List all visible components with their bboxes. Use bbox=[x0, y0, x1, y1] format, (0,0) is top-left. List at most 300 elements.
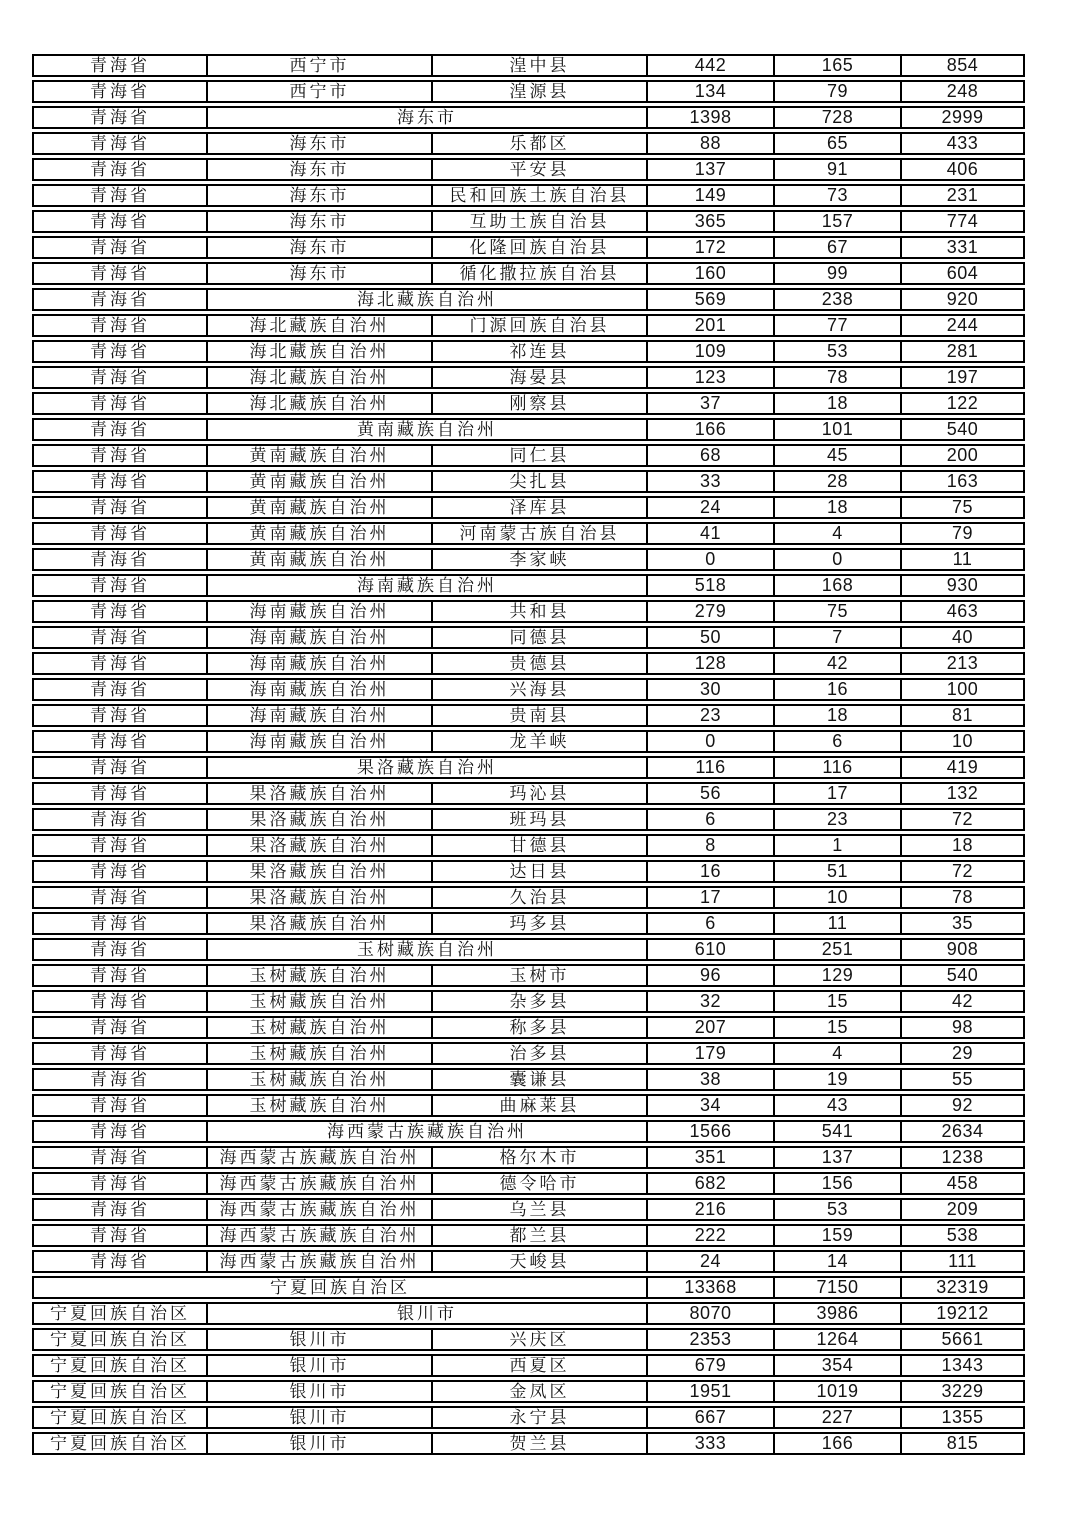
cell-county: 兴海县 bbox=[431, 678, 646, 701]
cell-county: 李家峡 bbox=[431, 548, 646, 571]
cell-province: 青海省 bbox=[32, 184, 206, 207]
cell-value-3: 774 bbox=[900, 210, 1025, 233]
cell-value-1: 6 bbox=[646, 808, 773, 831]
cell-value-2: 28 bbox=[773, 470, 900, 493]
cell-county: 称多县 bbox=[431, 1016, 646, 1039]
cell-city: 海南藏族自治州 bbox=[206, 730, 431, 753]
cell-value-2: 116 bbox=[773, 756, 900, 779]
cell-value-2: 45 bbox=[773, 444, 900, 467]
cell-value-3: 815 bbox=[900, 1432, 1025, 1455]
cell-value-1: 682 bbox=[646, 1172, 773, 1195]
table-row bbox=[32, 1432, 1025, 1455]
cell-value-1: 351 bbox=[646, 1146, 773, 1169]
cell-value-3: 930 bbox=[900, 574, 1025, 597]
cell-value-3: 79 bbox=[900, 522, 1025, 545]
cell-city: 海东市 bbox=[206, 262, 431, 285]
cell-city: 海北藏族自治州 bbox=[206, 392, 431, 415]
cell-value-3: 122 bbox=[900, 392, 1025, 415]
cell-value-3: 100 bbox=[900, 678, 1025, 701]
cell-value-1: 179 bbox=[646, 1042, 773, 1065]
cell-value-1: 34 bbox=[646, 1094, 773, 1117]
cell-county: 湟中县 bbox=[431, 54, 646, 77]
cell-county: 龙羊峡 bbox=[431, 730, 646, 753]
cell-value-2: 168 bbox=[773, 574, 900, 597]
cell-city: 玉树藏族自治州 bbox=[206, 990, 431, 1013]
cell-value-3: 72 bbox=[900, 808, 1025, 831]
cell-province: 青海省 bbox=[32, 80, 206, 103]
cell-county: 祁连县 bbox=[431, 340, 646, 363]
cell-province: 青海省 bbox=[32, 54, 206, 77]
cell-value-1: 56 bbox=[646, 782, 773, 805]
cell-province: 宁夏回族自治区 bbox=[32, 1354, 206, 1377]
table-row bbox=[32, 366, 1025, 389]
table-row bbox=[32, 912, 1025, 935]
cell-county: 贵德县 bbox=[431, 652, 646, 675]
cell-city: 果洛藏族自治州 bbox=[206, 782, 431, 805]
cell-value-1: 166 bbox=[646, 418, 773, 441]
cell-value-1: 24 bbox=[646, 1250, 773, 1273]
cell-value-2: 354 bbox=[773, 1354, 900, 1377]
cell-value-1: 17 bbox=[646, 886, 773, 909]
table-row bbox=[32, 522, 1025, 545]
cell-value-2: 15 bbox=[773, 990, 900, 1013]
cell-value-3: 463 bbox=[900, 600, 1025, 623]
cell-city: 银川市 bbox=[206, 1354, 431, 1377]
cell-value-3: 406 bbox=[900, 158, 1025, 181]
cell-county: 同仁县 bbox=[431, 444, 646, 467]
cell-county: 河南蒙古族自治县 bbox=[431, 522, 646, 545]
table-row bbox=[32, 288, 1025, 311]
cell-county: 兴庆区 bbox=[431, 1328, 646, 1351]
cell-value-1: 679 bbox=[646, 1354, 773, 1377]
cell-value-3: 854 bbox=[900, 54, 1025, 77]
cell-city: 海西蒙古族藏族自治州 bbox=[206, 1146, 431, 1169]
cell-city-merged: 海东市 bbox=[206, 106, 646, 129]
cell-county: 玉树市 bbox=[431, 964, 646, 987]
cell-value-2: 75 bbox=[773, 600, 900, 623]
cell-province: 青海省 bbox=[32, 574, 206, 597]
cell-city: 银川市 bbox=[206, 1432, 431, 1455]
cell-value-3: 209 bbox=[900, 1198, 1025, 1221]
cell-value-3: 3229 bbox=[900, 1380, 1025, 1403]
cell-county: 玛多县 bbox=[431, 912, 646, 935]
table-row bbox=[32, 262, 1025, 285]
cell-value-2: 157 bbox=[773, 210, 900, 233]
cell-value-1: 32 bbox=[646, 990, 773, 1013]
table-row bbox=[32, 808, 1025, 831]
cell-city: 海南藏族自治州 bbox=[206, 600, 431, 623]
cell-province: 青海省 bbox=[32, 132, 206, 155]
cell-city: 果洛藏族自治州 bbox=[206, 912, 431, 935]
cell-value-3: 2999 bbox=[900, 106, 1025, 129]
cell-city: 海东市 bbox=[206, 158, 431, 181]
cell-value-2: 166 bbox=[773, 1432, 900, 1455]
cell-city: 黄南藏族自治州 bbox=[206, 496, 431, 519]
cell-county: 囊谦县 bbox=[431, 1068, 646, 1091]
cell-value-3: 132 bbox=[900, 782, 1025, 805]
cell-value-3: 75 bbox=[900, 496, 1025, 519]
cell-value-2: 7150 bbox=[773, 1276, 900, 1299]
cell-value-2: 53 bbox=[773, 340, 900, 363]
cell-value-3: 18 bbox=[900, 834, 1025, 857]
cell-province: 青海省 bbox=[32, 1250, 206, 1273]
cell-value-2: 728 bbox=[773, 106, 900, 129]
cell-county: 共和县 bbox=[431, 600, 646, 623]
cell-province: 青海省 bbox=[32, 964, 206, 987]
cell-value-2: 4 bbox=[773, 522, 900, 545]
cell-city: 黄南藏族自治州 bbox=[206, 444, 431, 467]
cell-province: 青海省 bbox=[32, 392, 206, 415]
table-row bbox=[32, 236, 1025, 259]
table-row bbox=[32, 1198, 1025, 1221]
cell-value-3: 11 bbox=[900, 548, 1025, 571]
cell-province: 青海省 bbox=[32, 1068, 206, 1091]
cell-value-3: 163 bbox=[900, 470, 1025, 493]
cell-value-1: 37 bbox=[646, 392, 773, 415]
cell-county: 民和回族土族自治县 bbox=[431, 184, 646, 207]
table-row bbox=[32, 1276, 1025, 1299]
cell-city-merged: 玉树藏族自治州 bbox=[206, 938, 646, 961]
cell-province: 青海省 bbox=[32, 782, 206, 805]
cell-value-2: 65 bbox=[773, 132, 900, 155]
cell-value-3: 244 bbox=[900, 314, 1025, 337]
cell-value-3: 2634 bbox=[900, 1120, 1025, 1143]
cell-county: 尖扎县 bbox=[431, 470, 646, 493]
cell-city: 海西蒙古族藏族自治州 bbox=[206, 1172, 431, 1195]
cell-value-3: 433 bbox=[900, 132, 1025, 155]
cell-city-merged: 海西蒙古族藏族自治州 bbox=[206, 1120, 646, 1143]
cell-city: 西宁市 bbox=[206, 54, 431, 77]
cell-value-1: 6 bbox=[646, 912, 773, 935]
table-row bbox=[32, 1172, 1025, 1195]
cell-province: 宁夏回族自治区 bbox=[32, 1380, 206, 1403]
table-row bbox=[32, 886, 1025, 909]
cell-value-2: 53 bbox=[773, 1198, 900, 1221]
cell-value-2: 91 bbox=[773, 158, 900, 181]
cell-province: 青海省 bbox=[32, 1016, 206, 1039]
cell-city-merged: 海南藏族自治州 bbox=[206, 574, 646, 597]
cell-value-1: 38 bbox=[646, 1068, 773, 1091]
cell-value-1: 8 bbox=[646, 834, 773, 857]
cell-city: 果洛藏族自治州 bbox=[206, 834, 431, 857]
cell-city: 西宁市 bbox=[206, 80, 431, 103]
cell-value-2: 16 bbox=[773, 678, 900, 701]
cell-county: 湟源县 bbox=[431, 80, 646, 103]
table-row bbox=[32, 548, 1025, 571]
cell-province: 青海省 bbox=[32, 704, 206, 727]
cell-value-1: 137 bbox=[646, 158, 773, 181]
cell-province: 青海省 bbox=[32, 106, 206, 129]
table-row bbox=[32, 80, 1025, 103]
cell-value-2: 0 bbox=[773, 548, 900, 571]
cell-city-merged: 银川市 bbox=[206, 1302, 646, 1325]
cell-city: 海南藏族自治州 bbox=[206, 678, 431, 701]
cell-value-2: 156 bbox=[773, 1172, 900, 1195]
table-row bbox=[32, 938, 1025, 961]
cell-value-1: 33 bbox=[646, 470, 773, 493]
cell-province: 青海省 bbox=[32, 340, 206, 363]
cell-county: 玛沁县 bbox=[431, 782, 646, 805]
cell-province: 青海省 bbox=[32, 496, 206, 519]
table-row bbox=[32, 392, 1025, 415]
cell-city: 海北藏族自治州 bbox=[206, 314, 431, 337]
cell-province: 青海省 bbox=[32, 886, 206, 909]
cell-city: 果洛藏族自治州 bbox=[206, 860, 431, 883]
table-row bbox=[32, 1146, 1025, 1169]
cell-value-1: 216 bbox=[646, 1198, 773, 1221]
table-row bbox=[32, 184, 1025, 207]
cell-city: 玉树藏族自治州 bbox=[206, 1094, 431, 1117]
cell-county: 贵南县 bbox=[431, 704, 646, 727]
cell-city: 玉树藏族自治州 bbox=[206, 1016, 431, 1039]
cell-province: 青海省 bbox=[32, 1224, 206, 1247]
cell-city-merged: 黄南藏族自治州 bbox=[206, 418, 646, 441]
cell-county: 格尔木市 bbox=[431, 1146, 646, 1169]
cell-value-1: 222 bbox=[646, 1224, 773, 1247]
cell-value-3: 78 bbox=[900, 886, 1025, 909]
cell-county: 班玛县 bbox=[431, 808, 646, 831]
table-row bbox=[32, 1380, 1025, 1403]
table-row bbox=[32, 834, 1025, 857]
cell-value-2: 541 bbox=[773, 1120, 900, 1143]
cell-city: 玉树藏族自治州 bbox=[206, 1068, 431, 1091]
cell-value-3: 419 bbox=[900, 756, 1025, 779]
cell-city: 海南藏族自治州 bbox=[206, 652, 431, 675]
table-row bbox=[32, 1016, 1025, 1039]
cell-value-1: 365 bbox=[646, 210, 773, 233]
cell-province: 宁夏回族自治区 bbox=[32, 1302, 206, 1325]
cell-province: 青海省 bbox=[32, 548, 206, 571]
cell-city: 海北藏族自治州 bbox=[206, 366, 431, 389]
cell-value-1: 160 bbox=[646, 262, 773, 285]
cell-county: 杂多县 bbox=[431, 990, 646, 1013]
cell-value-2: 251 bbox=[773, 938, 900, 961]
cell-province: 青海省 bbox=[32, 912, 206, 935]
cell-value-1: 8070 bbox=[646, 1302, 773, 1325]
table-row bbox=[32, 1354, 1025, 1377]
cell-value-2: 6 bbox=[773, 730, 900, 753]
cell-province: 青海省 bbox=[32, 262, 206, 285]
cell-value-3: 231 bbox=[900, 184, 1025, 207]
cell-value-2: 18 bbox=[773, 704, 900, 727]
table-row bbox=[32, 1068, 1025, 1091]
cell-county: 刚察县 bbox=[431, 392, 646, 415]
cell-county: 乐都区 bbox=[431, 132, 646, 155]
cell-city: 海西蒙古族藏族自治州 bbox=[206, 1250, 431, 1273]
cell-county: 同德县 bbox=[431, 626, 646, 649]
cell-value-1: 50 bbox=[646, 626, 773, 649]
cell-value-2: 78 bbox=[773, 366, 900, 389]
cell-city: 果洛藏族自治州 bbox=[206, 808, 431, 831]
cell-value-2: 77 bbox=[773, 314, 900, 337]
cell-city: 果洛藏族自治州 bbox=[206, 886, 431, 909]
cell-value-1: 667 bbox=[646, 1406, 773, 1429]
cell-value-1: 2353 bbox=[646, 1328, 773, 1351]
cell-value-1: 1951 bbox=[646, 1380, 773, 1403]
table-row bbox=[32, 210, 1025, 233]
table-row bbox=[32, 860, 1025, 883]
cell-province: 青海省 bbox=[32, 444, 206, 467]
table-row bbox=[32, 1250, 1025, 1273]
cell-province: 青海省 bbox=[32, 652, 206, 675]
cell-county: 泽库县 bbox=[431, 496, 646, 519]
cell-county: 金凤区 bbox=[431, 1380, 646, 1403]
table-row bbox=[32, 106, 1025, 129]
table-row bbox=[32, 1094, 1025, 1117]
cell-value-3: 10 bbox=[900, 730, 1025, 753]
table-row bbox=[32, 1328, 1025, 1351]
cell-province: 青海省 bbox=[32, 158, 206, 181]
cell-province: 青海省 bbox=[32, 600, 206, 623]
cell-province: 宁夏回族自治区 bbox=[32, 1406, 206, 1429]
cell-county: 海晏县 bbox=[431, 366, 646, 389]
cell-value-2: 165 bbox=[773, 54, 900, 77]
cell-value-1: 68 bbox=[646, 444, 773, 467]
table-row bbox=[32, 704, 1025, 727]
cell-value-1: 134 bbox=[646, 80, 773, 103]
cell-value-1: 1566 bbox=[646, 1120, 773, 1143]
cell-county: 门源回族自治县 bbox=[431, 314, 646, 337]
cell-province: 青海省 bbox=[32, 730, 206, 753]
cell-value-2: 238 bbox=[773, 288, 900, 311]
cell-city: 海西蒙古族藏族自治州 bbox=[206, 1224, 431, 1247]
cell-value-3: 55 bbox=[900, 1068, 1025, 1091]
table-row bbox=[32, 418, 1025, 441]
cell-county: 循化撒拉族自治县 bbox=[431, 262, 646, 285]
cell-province: 青海省 bbox=[32, 366, 206, 389]
cell-value-2: 43 bbox=[773, 1094, 900, 1117]
cell-value-3: 200 bbox=[900, 444, 1025, 467]
cell-province: 青海省 bbox=[32, 470, 206, 493]
cell-value-2: 159 bbox=[773, 1224, 900, 1247]
table-row bbox=[32, 54, 1025, 77]
cell-value-1: 207 bbox=[646, 1016, 773, 1039]
cell-city: 银川市 bbox=[206, 1380, 431, 1403]
cell-value-2: 14 bbox=[773, 1250, 900, 1273]
cell-city: 银川市 bbox=[206, 1406, 431, 1429]
cell-county: 治多县 bbox=[431, 1042, 646, 1065]
cell-value-1: 24 bbox=[646, 496, 773, 519]
cell-value-1: 172 bbox=[646, 236, 773, 259]
cell-value-2: 67 bbox=[773, 236, 900, 259]
cell-value-3: 920 bbox=[900, 288, 1025, 311]
cell-value-2: 23 bbox=[773, 808, 900, 831]
cell-value-2: 1264 bbox=[773, 1328, 900, 1351]
cell-county: 平安县 bbox=[431, 158, 646, 181]
cell-value-3: 540 bbox=[900, 964, 1025, 987]
cell-city: 黄南藏族自治州 bbox=[206, 522, 431, 545]
table-row bbox=[32, 678, 1025, 701]
cell-value-1: 16 bbox=[646, 860, 773, 883]
cell-value-1: 569 bbox=[646, 288, 773, 311]
cell-value-3: 111 bbox=[900, 1250, 1025, 1273]
cell-value-2: 3986 bbox=[773, 1302, 900, 1325]
cell-province: 青海省 bbox=[32, 756, 206, 779]
cell-value-2: 4 bbox=[773, 1042, 900, 1065]
cell-value-2: 51 bbox=[773, 860, 900, 883]
cell-province: 青海省 bbox=[32, 1198, 206, 1221]
cell-value-1: 128 bbox=[646, 652, 773, 675]
cell-value-2: 227 bbox=[773, 1406, 900, 1429]
cell-value-3: 19212 bbox=[900, 1302, 1025, 1325]
table-row bbox=[32, 964, 1025, 987]
table-row bbox=[32, 314, 1025, 337]
cell-city: 海南藏族自治州 bbox=[206, 626, 431, 649]
cell-value-3: 29 bbox=[900, 1042, 1025, 1065]
cell-value-2: 129 bbox=[773, 964, 900, 987]
cell-value-3: 72 bbox=[900, 860, 1025, 883]
table-row bbox=[32, 730, 1025, 753]
cell-value-2: 79 bbox=[773, 80, 900, 103]
cell-city: 海东市 bbox=[206, 132, 431, 155]
cell-county: 永宁县 bbox=[431, 1406, 646, 1429]
table-row bbox=[32, 470, 1025, 493]
cell-value-3: 42 bbox=[900, 990, 1025, 1013]
cell-value-1: 518 bbox=[646, 574, 773, 597]
table-row bbox=[32, 574, 1025, 597]
cell-province: 青海省 bbox=[32, 288, 206, 311]
cell-value-1: 442 bbox=[646, 54, 773, 77]
table-row bbox=[32, 496, 1025, 519]
cell-city: 海东市 bbox=[206, 184, 431, 207]
cell-value-3: 32319 bbox=[900, 1276, 1025, 1299]
cell-value-3: 98 bbox=[900, 1016, 1025, 1039]
cell-county: 互助土族自治县 bbox=[431, 210, 646, 233]
cell-value-1: 610 bbox=[646, 938, 773, 961]
cell-value-1: 41 bbox=[646, 522, 773, 545]
cell-value-1: 23 bbox=[646, 704, 773, 727]
cell-city: 黄南藏族自治州 bbox=[206, 470, 431, 493]
cell-province: 青海省 bbox=[32, 1146, 206, 1169]
cell-city: 海北藏族自治州 bbox=[206, 340, 431, 363]
cell-county: 贺兰县 bbox=[431, 1432, 646, 1455]
cell-value-1: 116 bbox=[646, 756, 773, 779]
cell-value-2: 15 bbox=[773, 1016, 900, 1039]
cell-value-3: 213 bbox=[900, 652, 1025, 675]
cell-city: 海西蒙古族藏族自治州 bbox=[206, 1198, 431, 1221]
cell-province: 青海省 bbox=[32, 522, 206, 545]
cell-value-2: 11 bbox=[773, 912, 900, 935]
table-row bbox=[32, 990, 1025, 1013]
cell-province: 宁夏回族自治区 bbox=[32, 1432, 206, 1455]
cell-province: 青海省 bbox=[32, 418, 206, 441]
cell-county: 达日县 bbox=[431, 860, 646, 883]
cell-city: 黄南藏族自治州 bbox=[206, 548, 431, 571]
cell-value-1: 201 bbox=[646, 314, 773, 337]
cell-province: 青海省 bbox=[32, 1094, 206, 1117]
cell-value-3: 908 bbox=[900, 938, 1025, 961]
table-row bbox=[32, 1120, 1025, 1143]
cell-province: 青海省 bbox=[32, 990, 206, 1013]
cell-value-2: 10 bbox=[773, 886, 900, 909]
cell-value-3: 538 bbox=[900, 1224, 1025, 1247]
cell-county: 都兰县 bbox=[431, 1224, 646, 1247]
cell-province: 青海省 bbox=[32, 236, 206, 259]
cell-value-3: 281 bbox=[900, 340, 1025, 363]
cell-value-1: 123 bbox=[646, 366, 773, 389]
cell-value-2: 7 bbox=[773, 626, 900, 649]
cell-value-2: 18 bbox=[773, 392, 900, 415]
cell-city-merged: 果洛藏族自治州 bbox=[206, 756, 646, 779]
cell-value-1: 149 bbox=[646, 184, 773, 207]
cell-city: 玉树藏族自治州 bbox=[206, 964, 431, 987]
cell-value-1: 333 bbox=[646, 1432, 773, 1455]
table-row bbox=[32, 756, 1025, 779]
cell-value-1: 88 bbox=[646, 132, 773, 155]
cell-province: 青海省 bbox=[32, 678, 206, 701]
table-row bbox=[32, 158, 1025, 181]
table-row bbox=[32, 444, 1025, 467]
